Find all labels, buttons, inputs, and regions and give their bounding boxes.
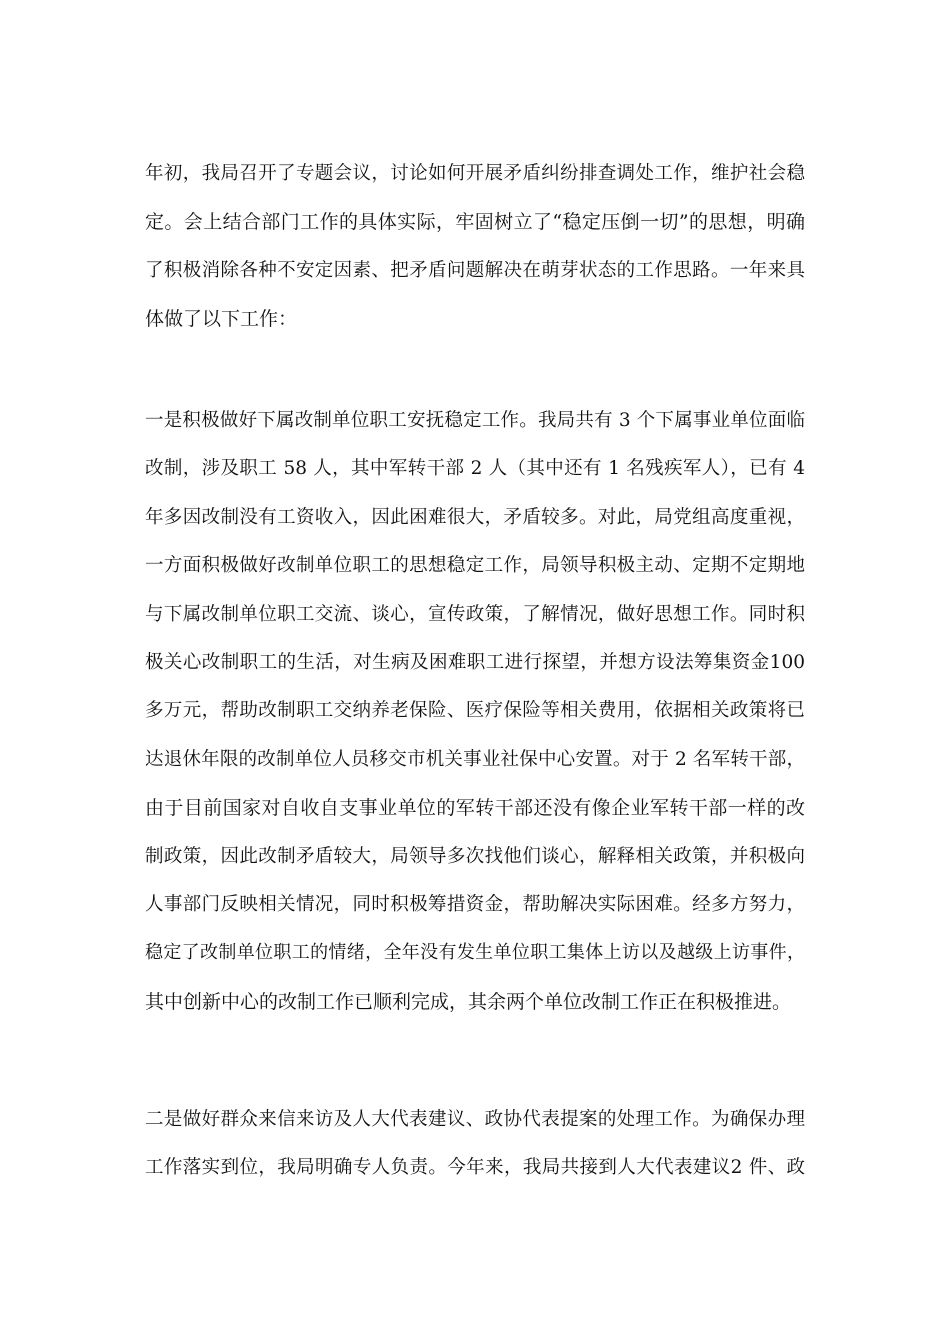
text-line: 定。会上结合部门工作的具体实际，牢固树立了“稳定压倒一切”的思想，明确 [145,211,805,234]
text-line: 一是积极做好下属改制单位职工安抚稳定工作。我局共有 3 个下属事业单位面临 [145,410,805,431]
text-line: 年初，我局召开了专题会议，讨论如何开展矛盾纠纷排查调处工作，维护社会稳 [145,163,805,184]
text-line: 制政策，因此改制矛盾较大，局领导多次找他们谈心，解释相关政策，并积极向 [145,845,805,867]
text-line: 其中创新中心的改制工作已顺利完成，其余两个单位改制工作正在积极推进。 [145,990,792,1013]
text-line: 年多因改制没有工资收入，因此困难很大，矛盾较多。对此，局党组高度重视， [145,506,805,528]
text-line: 一方面积极做好改制单位职工的思想稳定工作，局领导积极主动、定期不定期地 [145,555,805,577]
text-line: 稳定了改制单位职工的情绪，全年没有发生单位职工集体上访以及越级上访事件， [145,942,805,964]
text-line: 工作落实到位，我局明确专人负责。今年来，我局共接到人大代表建议2 件、政 [145,1157,805,1179]
paragraph-item-two [145,1096,805,1193]
text-line: 达退休年限的改制单位人员移交市机关事业社保中心安置。对于 2 名军转干部， [145,748,805,770]
text-line: 改制，涉及职工 58 人，其中军转干部 2 人（其中还有 1 名残疾军人），已有 4 [145,458,805,480]
text-line: 二是做好群众来信来访及人大代表建议、政协代表提案的处理工作。为确保办理 [145,1109,805,1130]
text-line: 极关心改制职工的生活，对生病及困难职工进行探望，并想方设法筹集资金100 [145,651,805,673]
text-line: 多万元，帮助改制职工交纳养老保险、医疗保险等相关费用，依据相关政策将已 [145,700,805,722]
paragraph-item-one [145,397,805,1026]
text-line: 与下属改制单位职工交流、谈心，宣传政策，了解情况，做好思想工作。同时积 [145,603,805,625]
text-line: 了积极消除各种不安定因素、把矛盾问题解决在萌芽状态的工作思路。一年来具 [145,259,805,281]
paragraph-intro [145,150,805,344]
text-line: 由于目前国家对自收自支事业单位的军转干部还没有像企业军转干部一样的改 [145,797,805,820]
text-line: 体做了以下工作： [145,308,298,331]
text-line: 人事部门反映相关情况，同时积极筹措资金，帮助解决实际困难。经多方努力， [145,893,805,915]
